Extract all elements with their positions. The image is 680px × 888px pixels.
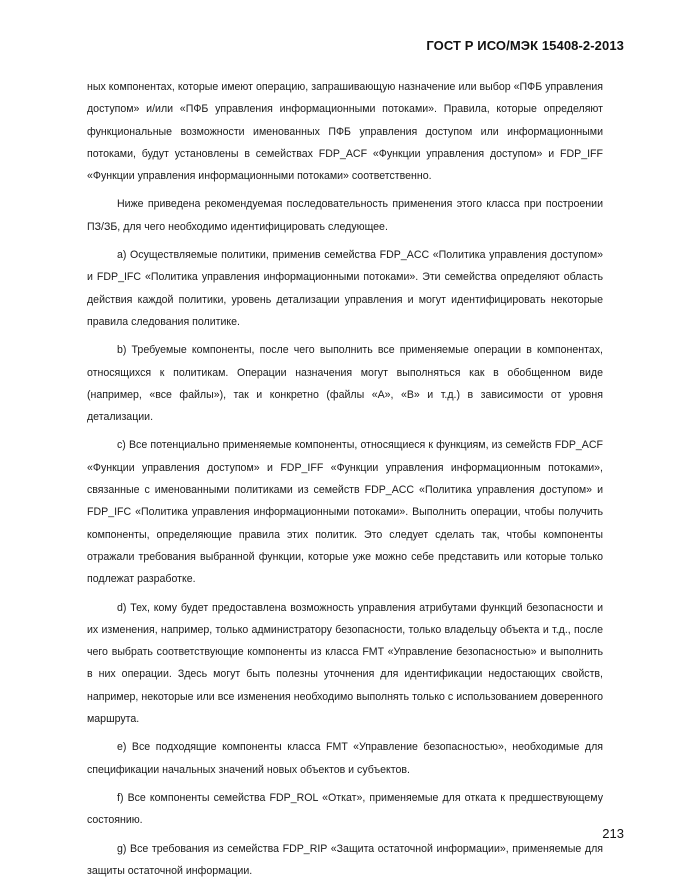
list-item-c: c) Все потенциально применяемые компоненты, относящиеся к функциям, из семейств FDP_ACF «Функции управления доступом» и FDP_IFF «Функции управления информационным потоками», связанные с именованными политиками из семейств FDP_ACC «Политика управления доступом» и FDP_IFC «Политика управления информационными потоками». Выполнить операции, чтобы получить компоненты, определяющие правила этих политик. Это следует сделать так, чтобы компоненты отражали требования выбранной функции, которые уже можно себе представить или которые только подлежат разработке.: [87, 439, 603, 586]
standard-header: ГОСТ Р ИСО/МЭК 15408-2-2013: [426, 38, 624, 53]
list-item-b: b) Требуемые компоненты, после чего выполнить все применяемые операции в компонентах, относящихся к политикам. Операции назначения могут выполняться как в обобщенном виде (например, «все файлы»), так и конкретно (файлы «А», «В» и т.д.) в зависимости от уровня детализации.: [87, 344, 603, 424]
body-text: [87, 76, 603, 888]
paragraph-continuation: ных компонентах, которые имеют операцию, запрашивающую назначение или выбор «ПФБ управления доступом» и/или «ПФБ управления информационными потоками». Правила, которые определяют функциональные возможности именованных ПФБ управления доступом или информационными потоками, будут установлены в семействах FDP_ACF «Функции управления доступом» и FDP_IFF «Функции управления информационными потоками» соответственно.: [87, 81, 603, 183]
list-item-d: d) Тех, кому будет предоставлена возможность управления атрибутами функций безопасности и их изменения, например, только администратору безопасности, только владельцу объекта и т.д., после чего выбрать соответствующие компоненты из класса FMT «Управление безопасностью» и выполнить в них операции. Здесь могут быть полезны уточнения для идентификации недостающих свойств, например, некоторые или все изменения необходимо выполнять только с использованием доверенного маршрута.: [87, 601, 603, 726]
list-item-f: f) Все компоненты семейства FDP_ROL «Откат», применяемые для отката к предшествующему состоянию.: [87, 791, 603, 827]
list-item-a: a) Осуществляемые политики, применив семейства FDP_ACC «Политика управления доступом» и FDP_IFC «Политика управления информационными потоками». Эти семейства определяют область действия каждой политики, уровень детализации управления и могут идентифицировать некоторые правила следования политике.: [87, 249, 603, 328]
paragraph-intro: Ниже приведена рекомендуемая последовательность применения этого класса при построении ПЗ/ЗБ, для чего необходимо идентифицировать следующее.: [87, 198, 603, 233]
list-item-g: g) Все требования из семейства FDP_RIP «Защита остаточной информации», применяемые для защиты остаточной информации.: [87, 842, 603, 877]
page-number: 213: [602, 826, 624, 841]
list-item-e: e) Все подходящие компоненты класса FMT «Управление безопасностью», необходимые для спецификации начальных значений новых объектов и субъектов.: [87, 741, 603, 776]
